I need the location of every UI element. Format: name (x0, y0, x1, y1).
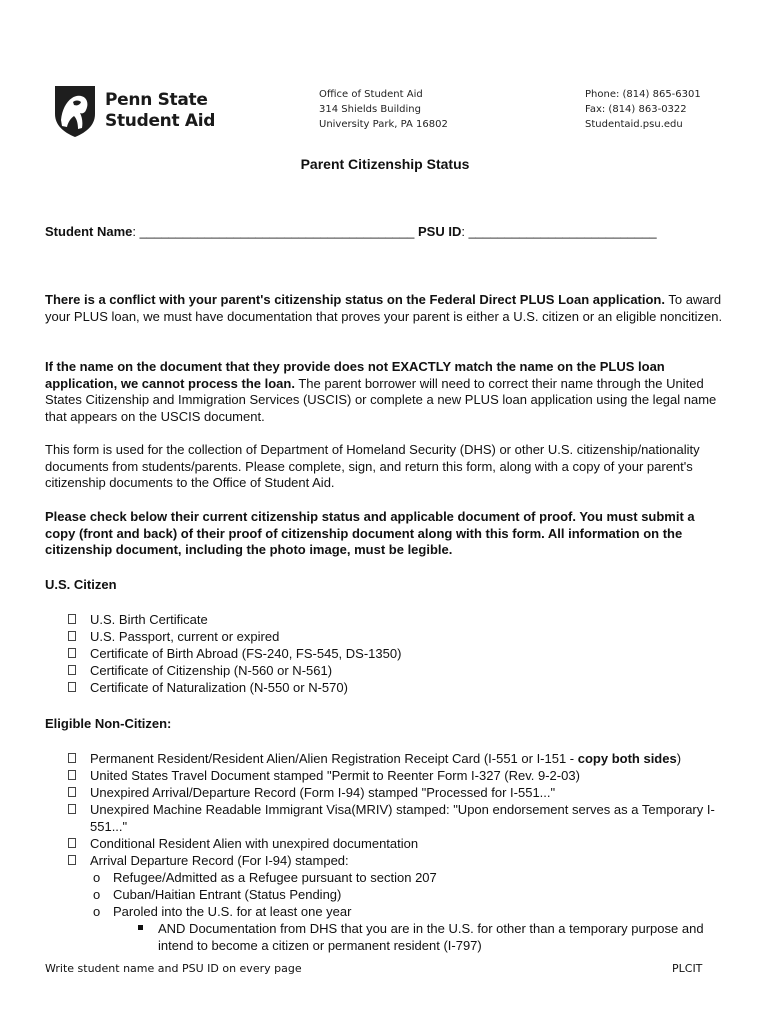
list-item: Permanent Resident/Resident Alien/Alien Registration Receipt Card (I-551 or I-151 - copy both sides) (68, 750, 728, 767)
name-match-bold-text: If the name on the document that they provide does not EXACTLY match the name on the PLUS loan application, we cannot process the loan. (45, 359, 665, 391)
checkbox[interactable] (68, 665, 76, 675)
sub-sub-list-item: AND Documentation from DHS that you are in the U.S. for other than a temporary purpose and intend to become a citizen or permanent resident (I-797) (68, 920, 728, 954)
checkbox[interactable] (68, 682, 76, 692)
us-citizen-heading: U.S. Citizen (45, 577, 117, 592)
checkbox[interactable] (68, 614, 76, 624)
contact-info (585, 87, 701, 132)
page-title: Parent Citizenship Status (300, 156, 470, 172)
logo-line-2: Student Aid (105, 111, 216, 131)
list-item: U.S. Birth Certificate (68, 611, 728, 628)
psu-id-label: PSU ID (418, 224, 462, 239)
checkbox[interactable] (68, 648, 76, 658)
footer-note: Write student name and PSU ID on every page (45, 962, 302, 975)
office-address (319, 87, 448, 132)
eligible-non-citizen-heading: Eligible Non-Citizen: (45, 716, 172, 731)
list-item: Conditional Resident Alien with unexpired documentation (68, 835, 728, 852)
student-name-label: Student Name (45, 224, 133, 239)
penn-state-student-aid-logo (52, 84, 216, 144)
checkbox[interactable] (68, 631, 76, 641)
nittany-lion-shield-icon (52, 84, 98, 138)
checkbox[interactable] (68, 855, 76, 865)
address-line: 314 Shields Building (319, 104, 421, 115)
sub-list-item: o Cuban/Haitian Entrant (Status Pending) (93, 887, 342, 902)
instructions-paragraph: Please check below their current citizenship status and applicable document of proof. You must submit a copy (front and back) of their proof of citizenship document along with this form. All information on the citizenship document, including the photo image, must be legible. (45, 509, 695, 557)
list-item: Certificate of Citizenship (N-560 or N-561) (68, 662, 728, 679)
square-bullet-icon (138, 925, 143, 930)
us-citizen-list (68, 611, 728, 696)
name-match-text: The parent borrower will need to correct their name through the United States Citizenship and Immigration Services (USCIS) or complete a new PLUS loan application using the legal name that appears on the USCIS document. (45, 375, 717, 424)
conflict-text: To award your PLUS loan, we must have documentation that proves your parent is either a U.S. citizen or an eligible noncitizen. (45, 292, 723, 324)
list-item: Arrival Departure Record (For I-94) stamped: o Refugee/Admitted as a Refugee pursuant to section 207 o Cuban/Haitian Entrant (Status Pending) o Paroled into the U.S. for at least one year AND Documentation from DHS that you are in the U.S. for other than a temporary purpose and intend to become a citizen or permanent resident (I-797) (68, 852, 728, 954)
sub-list-item: o Refugee/Admitted as a Refugee pursuant to section 207 (93, 870, 437, 885)
psu-id-blank[interactable]: : __________________________ (461, 224, 657, 239)
fax-number: Fax: (814) 863-0322 (585, 104, 687, 115)
list-item: Certificate of Birth Abroad (FS-240, FS-545, DS-1350) (68, 645, 728, 662)
checkbox[interactable] (68, 770, 76, 780)
website: Studentaid.psu.edu (585, 119, 683, 130)
checkbox[interactable] (68, 753, 76, 763)
list-item: United States Travel Document stamped "Permit to Reenter Form I-327 (Rev. 9-2-03) (68, 767, 728, 784)
list-item: U.S. Passport, current or expired (68, 628, 728, 645)
logo-line-1: Penn State (105, 90, 208, 110)
sub-list-item: o Paroled into the U.S. for at least one year (93, 904, 352, 919)
conflict-paragraph (45, 292, 725, 325)
sub-list (68, 869, 728, 920)
phone-number: Phone: (814) 865-6301 (585, 89, 701, 100)
conflict-bold-text: There is a conflict with your parent's citizenship status on the Federal Direct PLUS Loan application. (45, 292, 665, 307)
student-info-row (45, 224, 657, 239)
list-item: Certificate of Naturalization (N-550 or N-570) (68, 679, 728, 696)
checkbox[interactable] (68, 787, 76, 797)
address-line: University Park, PA 16802 (319, 119, 448, 130)
address-line: Office of Student Aid (319, 89, 423, 100)
student-name-blank[interactable]: : ______________________________________ (132, 224, 415, 239)
list-item: Unexpired Machine Readable Immigrant Visa(MRIV) stamped: "Upon endorsement serves as a Temporary I-551..." (68, 801, 728, 835)
checkbox[interactable] (68, 838, 76, 848)
non-citizen-list (68, 750, 728, 954)
form-code: PLCIT (672, 962, 703, 975)
checkbox[interactable] (68, 804, 76, 814)
form-purpose-paragraph: This form is used for the collection of Department of Homeland Security (DHS) or other U.S. citizenship/nationality documents from students/parents. Please complete, sign, and return this form, along with a copy of your parent's citizenship documents to the Office of Student Aid. (45, 442, 700, 490)
list-item: Unexpired Arrival/Departure Record (Form I-94) stamped "Processed for I-551..." (68, 784, 728, 801)
name-match-paragraph (45, 359, 725, 425)
sub-sub-list (68, 920, 728, 954)
